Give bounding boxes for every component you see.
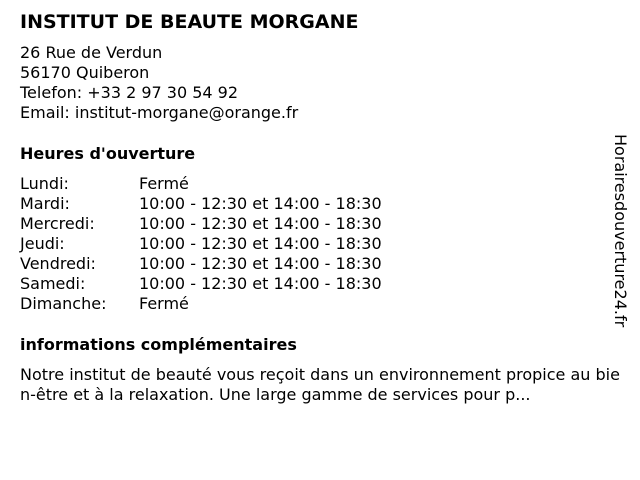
additional-info-heading: informations complémentaires — [20, 335, 297, 354]
email-address: Email: institut-morgane@orange.fr — [20, 103, 299, 122]
day-hours: 10:00 - 12:30 et 14:00 - 18:30 — [139, 194, 382, 213]
hours-row-saturday — [20, 274, 620, 294]
business-card — [20, 10, 620, 405]
day-label: Lundi: — [20, 174, 69, 193]
day-hours: 10:00 - 12:30 et 14:00 - 18:30 — [139, 214, 382, 233]
day-hours: Fermé — [139, 294, 189, 313]
day-hours: 10:00 - 12:30 et 14:00 - 18:30 — [139, 234, 382, 253]
day-hours: 10:00 - 12:30 et 14:00 - 18:30 — [139, 254, 382, 273]
day-hours: Fermé — [139, 174, 189, 193]
day-hours: 10:00 - 12:30 et 14:00 - 18:30 — [139, 274, 382, 293]
phone-number: Telefon: +33 2 97 30 54 92 — [20, 83, 239, 102]
address-block — [20, 43, 620, 123]
hours-row-sunday — [20, 294, 620, 314]
day-label: Mardi: — [20, 194, 70, 213]
site-watermark: Horairesdouverture24.fr — [611, 134, 630, 328]
hours-row-tuesday — [20, 194, 620, 214]
additional-info-text: Notre institut de beauté vous reçoit dans un environnement propice au bien-être et à la relaxation. Une large gamme de services pour p... — [20, 365, 620, 404]
postal-city: 56170 Quiberon — [20, 63, 150, 82]
hours-row-wednesday — [20, 214, 620, 234]
day-label: Vendredi: — [20, 254, 96, 273]
day-label: Jeudi: — [20, 234, 65, 253]
hours-row-thursday — [20, 234, 620, 254]
day-label: Mercredi: — [20, 214, 95, 233]
opening-hours-table — [20, 174, 620, 314]
day-label: Samedi: — [20, 274, 86, 293]
business-name: INSTITUT DE BEAUTE MORGANE — [20, 11, 359, 33]
opening-hours-heading: Heures d'ouverture — [20, 144, 196, 163]
hours-row-monday — [20, 174, 620, 194]
hours-row-friday — [20, 254, 620, 274]
day-label: Dimanche: — [20, 294, 107, 313]
street-address: 26 Rue de Verdun — [20, 43, 163, 62]
